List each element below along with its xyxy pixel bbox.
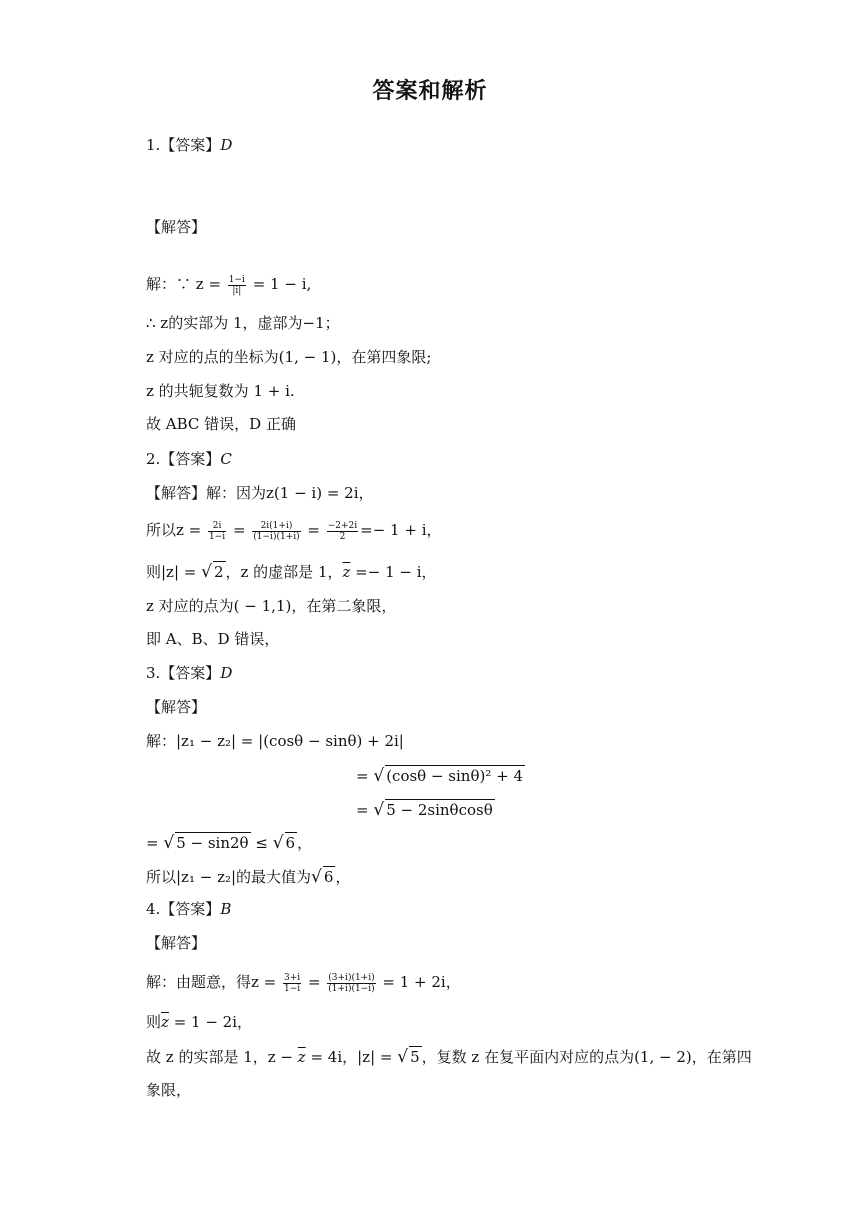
q2-line-2: 所以z = $\frac{2i}{1-i}$ = $\frac{2i(1+i)}{(1-i)(1+i)}$ = $\frac{-2+2i}{2}$ =− 1 + i， bbox=[146, 520, 442, 542]
q3-line-4: = √ 5 − sin2θ ≤ √ 6 ， bbox=[146, 833, 313, 853]
q2-frac-3-denominator: 2 bbox=[339, 531, 346, 542]
q2-line-5: 即 A、B、D 错误， bbox=[146, 630, 280, 648]
q3-answer-line bbox=[146, 663, 232, 683]
page-title: 答案和解析 bbox=[372, 79, 488, 104]
q3-sqrt-2: 5 − 2sinθcosθ bbox=[386, 801, 493, 819]
q4-line-1: 解：由题意，得z = $\frac{3+i}{1-i}$ = $\frac{(3+i)(1+i)}{(1+i)(1-i)}$ = 1 + 2i， bbox=[146, 972, 461, 994]
q4-fraction-1 bbox=[283, 973, 301, 994]
q4-answer-prefix: 4.【答案】 bbox=[146, 900, 221, 918]
q1-answer-prefix: 1.【答案】 bbox=[146, 136, 221, 154]
q3-sqrt-3: 5 − sin2θ bbox=[176, 834, 249, 852]
q4-line-3-pre: 故 z 的实部是 1，z − bbox=[146, 1048, 298, 1066]
q1-section-heading: 【解答】 bbox=[146, 218, 207, 236]
q2-frac-3-numerator: −2+2i bbox=[327, 520, 358, 531]
q2-fraction-3 bbox=[327, 521, 358, 542]
q2-answer: C bbox=[220, 450, 232, 468]
q4-frac-2-numerator: (3+i)(1+i) bbox=[328, 972, 375, 983]
q4-frac-1-denominator: 1−i bbox=[284, 983, 301, 994]
q2-frac-1-denominator: 1−i bbox=[209, 531, 226, 542]
q1-line-3: z 对应的点的坐标为(1, − 1)，在第四象限; bbox=[146, 348, 432, 366]
q4-line-1-post: = 1 + 2i， bbox=[377, 973, 461, 991]
q2-line-4: z 对应的点为( − 1,1)，在第二象限， bbox=[146, 597, 397, 615]
q1-line-1 bbox=[146, 274, 311, 296]
q4-answer: B bbox=[220, 900, 232, 918]
q1-line-1-pre: 解：∵ z = bbox=[146, 275, 226, 293]
q2-answer-prefix: 2.【答案】 bbox=[146, 450, 221, 468]
q1-line-2: ∴ z的实部为 1，虚部为−1； bbox=[146, 314, 340, 332]
q4-sqrt: 5 bbox=[410, 1048, 420, 1066]
q2-line-3-pre: 则|z| = bbox=[146, 563, 202, 581]
q1-line-1-post: = 1 − i, bbox=[247, 275, 312, 293]
q1-fraction bbox=[228, 275, 246, 296]
q2-frac-2-numerator: 2i(1+i) bbox=[252, 521, 300, 532]
q2-line-2-post: =− 1 + i， bbox=[360, 521, 442, 539]
q2-frac-2-denominator: (1−i)(1+i) bbox=[253, 531, 300, 542]
q2-line-2-pre: 所以z = bbox=[146, 521, 207, 539]
q2-fraction-2 bbox=[252, 521, 300, 542]
q3-sqrt-5: 6 bbox=[323, 868, 334, 886]
q3-section-heading: 【解答】 bbox=[146, 698, 207, 716]
q3-answer: D bbox=[220, 664, 233, 682]
q4-frac-1-numerator: 3+i bbox=[284, 972, 301, 983]
q3-line-5-post: ， bbox=[335, 868, 351, 886]
q2-fraction-1 bbox=[208, 521, 226, 542]
q3-line-1: 解：|z₁ − z₂| = |(cosθ − sinθ) + 2i| bbox=[146, 732, 404, 750]
q3-line-3-pre: = bbox=[356, 801, 374, 819]
q4-section-heading: 【解答】 bbox=[146, 934, 207, 952]
q1-frac-numerator: 1−i bbox=[228, 274, 245, 285]
q4-line-4: 象限， bbox=[146, 1081, 192, 1099]
q2-sqrt: 2 bbox=[213, 563, 224, 581]
q1-line-4: z 的共轭复数为 1 + i. bbox=[146, 382, 295, 400]
q4-zbar-2: $\overline{z}$ bbox=[297, 1048, 306, 1066]
q4-line-3-post: ，复数 z 在复平面内对应的点为(1, − 2)，在第四 bbox=[421, 1048, 752, 1066]
q2-answer-line bbox=[146, 449, 232, 469]
q2-line-3: 则|z| = √ 2 ，z 的虚部是 1，$\overline{z} =- 1 - i$， bbox=[146, 562, 437, 582]
q4-answer-line bbox=[146, 899, 231, 919]
q3-sqrt-1: (cosθ − sinθ)² + 4 bbox=[386, 767, 524, 785]
q4-zbar: $\overline{z}$ bbox=[161, 1013, 169, 1031]
q1-answer: D bbox=[220, 136, 233, 154]
q3-line-4-post: ， bbox=[297, 834, 313, 852]
q1-line-5: 故 ABC 错误，D 正确 bbox=[146, 415, 296, 433]
q4-line-2-pre: 则 bbox=[146, 1013, 162, 1031]
q2-line-3-mid: ，z 的虚部是 1， bbox=[225, 563, 343, 581]
q2-frac-1-numerator: 2i bbox=[208, 521, 226, 532]
q3-sqrt-4: 6 bbox=[285, 834, 296, 852]
q4-line-1-pre: 解：由题意，得z = bbox=[146, 973, 282, 991]
q2-zbar: $\overline{z}$ bbox=[342, 563, 351, 581]
q4-frac-2-denominator: (1+i)(1−i) bbox=[328, 983, 375, 994]
q3-line-3: = √ 5 − 2sinθcosθ bbox=[356, 800, 493, 820]
q3-line-5-pre: 所以|z₁ − z₂|的最大值为 bbox=[146, 868, 312, 886]
q4-line-2-post: = 1 − 2i， bbox=[168, 1013, 253, 1031]
q4-fraction-2 bbox=[327, 973, 375, 994]
q3-line-2: = √ (cosθ − sinθ)² + 4 bbox=[356, 766, 524, 786]
q4-line-3-mid: = 4i，|z| = bbox=[305, 1048, 398, 1066]
q3-line-5: 所以|z₁ − z₂|的最大值为√ 6 ， bbox=[146, 867, 351, 887]
q3-line-4-mid: ≤ bbox=[250, 834, 273, 852]
q4-line-3: 故 z 的实部是 1，$z - \overline{z} = 4i$，|z| = √ 5 ，复数 z 在复平面内对应的点为(1, − 2)，在第四 bbox=[146, 1047, 752, 1067]
q1-answer-line bbox=[146, 135, 232, 155]
q1-frac-denominator: |i| bbox=[232, 285, 242, 296]
q3-line-4-pre: = bbox=[146, 834, 164, 852]
q2-line-1: 【解答】解：因为z(1 − i) = 2i， bbox=[146, 484, 374, 502]
q3-line-2-pre: = bbox=[356, 767, 374, 785]
q3-answer-prefix: 3.【答案】 bbox=[146, 664, 221, 682]
q4-line-2 bbox=[146, 1012, 252, 1032]
q2-line-3-post: =− 1 − i， bbox=[350, 563, 437, 581]
